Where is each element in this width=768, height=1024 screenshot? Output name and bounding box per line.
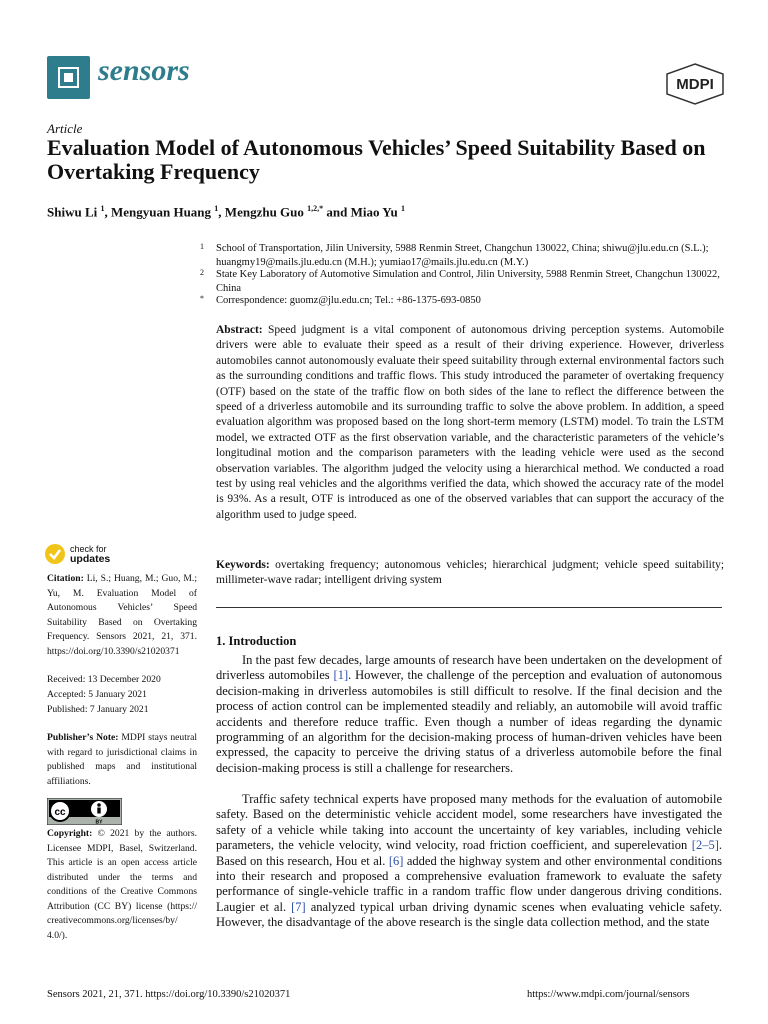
- check-for-updates-label[interactable]: [70, 544, 110, 564]
- reference-link[interactable]: [2–5]: [691, 838, 719, 853]
- received-date: Received: 13 December 2020: [47, 674, 161, 685]
- paragraph-text: Traffic safety technical experts have proposed many methods for the evaluation of automobile safety. Based on the deterministic vehicle accident model, some researchers have investigated the safety of a vehicle while taking into account the uncertainty of key variables, including vehicle parameters, the vehicle velocity, wind velocity, road friction coefficient, and superelevation: [216, 792, 722, 853]
- paragraph-text: analyzed typical urban driving dynamic scenes when evaluating vehicle safety. However, the disadvantage of the above research is the single data collection method, and the state: [216, 899, 722, 930]
- publishers-note-label: Publisher’s Note:: [47, 732, 119, 743]
- published-date: Published: 7 January 2021: [47, 704, 149, 715]
- correspondence: [200, 294, 731, 308]
- article-title: Evaluation Model of Autonomous Vehicles’ Speed Suitability Based on Overtaking Frequency: [47, 135, 706, 184]
- updates-text: updates: [70, 553, 111, 565]
- keywords-text: overtaking frequency; autonomous vehicles; hierarchical judgment; vehicle speed suitability; millimeter-wave radar; intelligent driving system: [216, 559, 725, 587]
- citation-label: Citation:: [47, 573, 84, 584]
- paragraph-text: In the past few decades, large amounts of research have been undertaken on the development of driverless automobiles: [216, 653, 722, 683]
- copyright-text: © 2021 by the authors. Licensee MDPI, Basel, Switzerland. This article is an open access article distributed under the terms and conditions of the Creative Commons Attribution (CC BY) license (https:// creativecommons.org/licenses/by/ 4.0/).: [47, 828, 197, 941]
- journal-name[interactable]: sensors: [98, 54, 190, 87]
- journal-logo: [47, 56, 90, 99]
- paragraph-text: . Based on this research, Hou et al.: [216, 838, 722, 868]
- publisher-name: MDPI: [676, 76, 714, 93]
- abstract-text: Speed judgment is a vital component of autonomous driving perception systems. Automobile drivers were able to evaluate their speed as a result of their driving experience. However, driverless automobiles cannot autonomously evaluate their speed suitability through external environmental factors such as the surrounding conditions and traffic flows. This study introduced the parameter of overtaking frequency (OTF) based on the state of the traffic flow on both sides of the lane to reflect the difference between the speed of a driverless automobile and its surrounding traffic to solve the above problem. In addition, a speed evaluation algorithm was proposed based on the long short-term memory (LSTM) model. To train the LSTM model, we extracted OTF as the first observation variable, and the characteristic parameters of the vehicle’s longitudinal motion and the comparison parameters with the leading vehicle were used as the second observation variables. The algorithm judged the velocity using a hierarchical method. We conducted a road test by using real vehicles and the algorithms verified the data, which showed the accuracy rate of the model is 93%. As a result, OTF is introduced as one of the observed variables that can support the accuracy of the algorithm used to judge speed.: [216, 324, 725, 521]
- abstract-label: Abstract:: [216, 324, 263, 336]
- accepted-date: Accepted: 5 January 2021: [47, 689, 147, 700]
- paragraph-1: [216, 653, 722, 776]
- author-list: Shiwu Li $^1$, Mengyuan Huang $^1$, Mengzhu Guo $^{1,2,*}$ and Miao Yu $^1$: [47, 204, 405, 220]
- publishers-note: [47, 731, 197, 789]
- author-affiliation-mark: 1,2,*: [307, 204, 324, 213]
- affiliation-1: [200, 242, 731, 270]
- check-for-text: check for: [70, 544, 107, 554]
- reference-link[interactable]: [6]: [388, 853, 404, 868]
- svg-text:cc: cc: [54, 807, 66, 818]
- section-heading-introduction: 1. Introduction: [216, 634, 297, 648]
- abstract: [216, 323, 724, 523]
- reference-link[interactable]: [7]: [291, 899, 306, 914]
- cc-by-license-badge[interactable]: [47, 798, 122, 825]
- author-name[interactable]: Mengyuan Huang: [110, 204, 212, 220]
- citation: [47, 572, 197, 659]
- cc-by-label: BY: [95, 819, 103, 825]
- footer-citation[interactable]: Sensors 2021, 21, 371. https://doi.org/10.3390/s21020371: [47, 989, 291, 1000]
- keywords: [216, 558, 724, 589]
- author-name[interactable]: Shiwu Li: [47, 204, 98, 220]
- article-type: Article: [47, 121, 83, 136]
- author-name[interactable]: Mengzhu Guo: [224, 204, 304, 220]
- author-affiliation-mark: 1: [400, 204, 405, 213]
- copyright-label: Copyright:: [47, 828, 93, 839]
- affiliation-text: State Key Laboratory of Automotive Simulation and Control, Jilin University, 5988 Renmin Street, Changchun 130022, China: [216, 269, 720, 294]
- mdpi-logo[interactable]: [665, 63, 725, 105]
- paragraph-2: [216, 792, 722, 931]
- author-name[interactable]: Miao Yu: [350, 204, 398, 220]
- affiliation-mark: 1: [200, 242, 204, 251]
- author-affiliation-mark: 1: [214, 204, 219, 213]
- affiliation-text: School of Transportation, Jilin University, 5988 Renmin Street, Changchun 130022, China; shiwu@jlu.edu.cn (S.L.); huangmy19@mails.jlu.edu.cn (M.H.); yumiao17@mails.jlu.edu.cn (M.Y.): [216, 243, 709, 268]
- chip-icon: [58, 67, 79, 88]
- paragraph-text: . However, the challenge of the perception and evaluation of autonomous decision-making in driverless automobiles is still difficult to resolve. If the final decision and the process of action control can be implemented steadily and reliably, an automobile will avoid traffic accidents and therefore reduce traffic. Even though a number of ideas regarding the dynamic programming of an algorithm for the decision-making process of human-driven vehicles have been expressed, the capacity to perceive the driving status of a driverless automobile before the final decision-making process is still a challenge for researchers.: [216, 668, 723, 775]
- reference-link[interactable]: [1]: [333, 668, 349, 683]
- citation-text[interactable]: Li, S.; Huang, M.; Guo, M.; Yu, M. Evaluation Model of Autonomous Vehicles’ Speed Suitability Based on Overtaking Frequency. Sensors 2021, 21, 371. https://doi.org/10.3390/s21020371: [47, 573, 197, 657]
- paragraph-text: added the highway system and other environmental conditions into their research and proposed a comprehensive evaluation framework to evaluate the safety performance of single-vehicle traffic in a random traffic flow under dangerous driving conditions. Laugier et al.: [216, 853, 722, 914]
- affiliation-mark: *: [200, 294, 204, 303]
- author-affiliation-mark: 1: [100, 204, 105, 213]
- affiliation-mark: 2: [200, 268, 204, 277]
- footer-journal-url[interactable]: https://www.mdpi.com/journal/sensors: [527, 989, 690, 1000]
- affiliation-text: Correspondence: guomz@jlu.edu.cn; Tel.: +86-1375-693-0850: [216, 295, 481, 306]
- affiliation-2: [200, 268, 731, 296]
- section-divider: [216, 607, 722, 608]
- publishers-note-text: MDPI stays neutral with regard to jurisdictional claims in published maps and institutional affiliations.: [47, 732, 197, 787]
- copyright: [47, 827, 197, 943]
- check-for-updates-icon[interactable]: [44, 543, 66, 565]
- keywords-label: Keywords:: [216, 559, 270, 571]
